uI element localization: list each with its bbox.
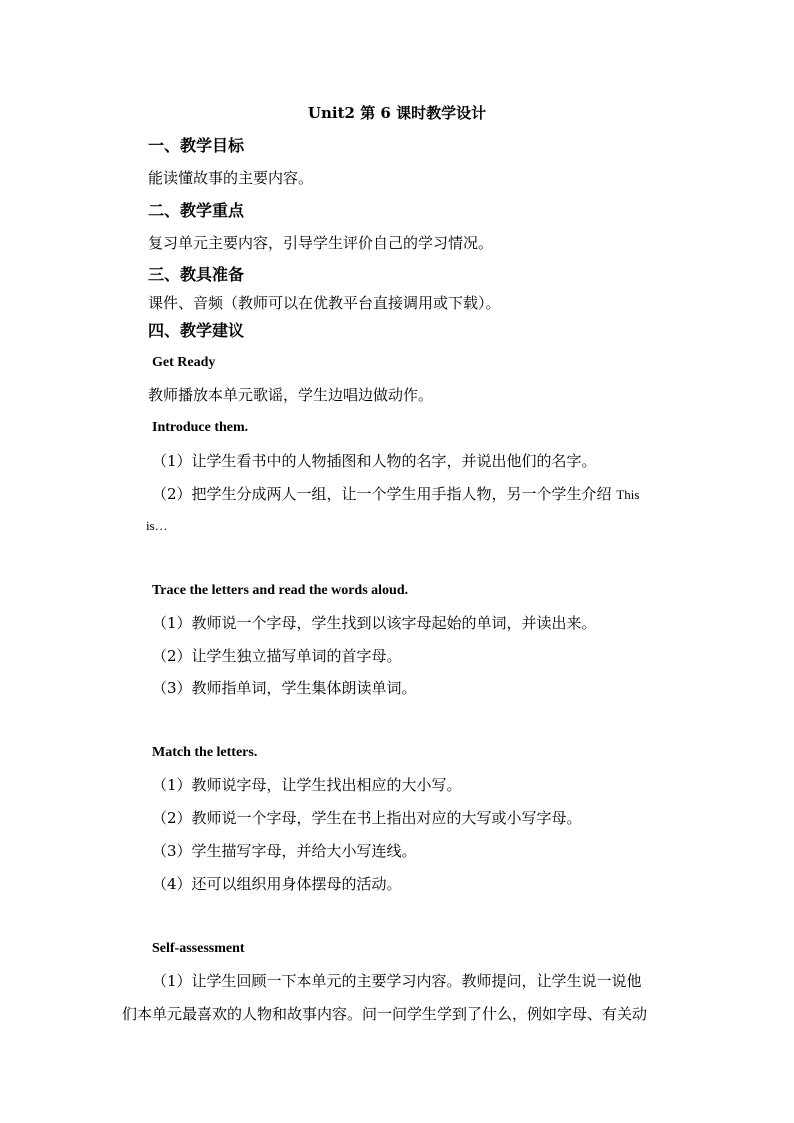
activity-title-match: Match the letters. [152,745,258,760]
activity-line-english: This [616,487,640,502]
activity-title-get-ready: Get Ready [152,355,216,370]
section-body-materials: 课件、音频（教师可以在优教平台直接调用或下载）。 [148,294,501,312]
activity-line: （4）还可以组织用身体摆母的活动。 [152,875,402,893]
activity-line: （2）教师说一个字母，学生在书上指出对应的大写或小写字母。 [152,809,582,827]
section-body-objectives: 能读懂故事的主要内容。 [148,169,314,187]
activity-line: （1）让学生回顾一下本单元的主要学习内容。教师提问，让学生说一说他 [152,972,642,990]
page-title: Unit2 第 6 课时教学设计 [307,104,487,122]
activity-line-english: is… [146,518,168,533]
activity-line: （1）让学生看书中的人物插图和人物的名字，并说出他们的名字。 [152,452,597,470]
activity-line [152,484,639,505]
activity-line: （1）教师说一个字母，学生找到以该字母起始的单词，并读出来。 [152,614,597,632]
activity-line: （3）教师指单词，学生集体朗读单词。 [152,679,417,697]
activity-title-introduce: Introduce them. [152,420,249,435]
section-heading-suggestions: 四、教学建议 [148,321,245,340]
activity-line: 教师播放本单元歌谣，学生边唱边做动作。 [148,386,434,404]
activity-line: （1）教师说字母，让学生找出相应的大小写。 [152,776,462,794]
activity-line: （2）让学生独立描写单词的首字母。 [152,647,402,665]
section-heading-objectives: 一、教学目标 [148,136,245,155]
activity-line: 们本单元最喜欢的人物和故事内容。问一问学生学到了什么，例如字母、有关动 [122,1005,648,1023]
section-body-key-points: 复习单元主要内容，引导学生评价自己的学习情况。 [148,234,494,252]
activity-title-self-assessment: Self-assessment [152,941,245,956]
activity-title-trace: Trace the letters and read the words aloud. [152,583,409,598]
activity-line-text: （2）把学生分成两人一组，让一个学生用手指人物，另一个学生介绍 [152,485,617,503]
activity-line: （3）学生描写字母，并给大小写连线。 [152,842,417,860]
section-heading-key-points: 二、教学重点 [148,201,245,220]
section-heading-materials: 三、教具准备 [148,265,245,284]
